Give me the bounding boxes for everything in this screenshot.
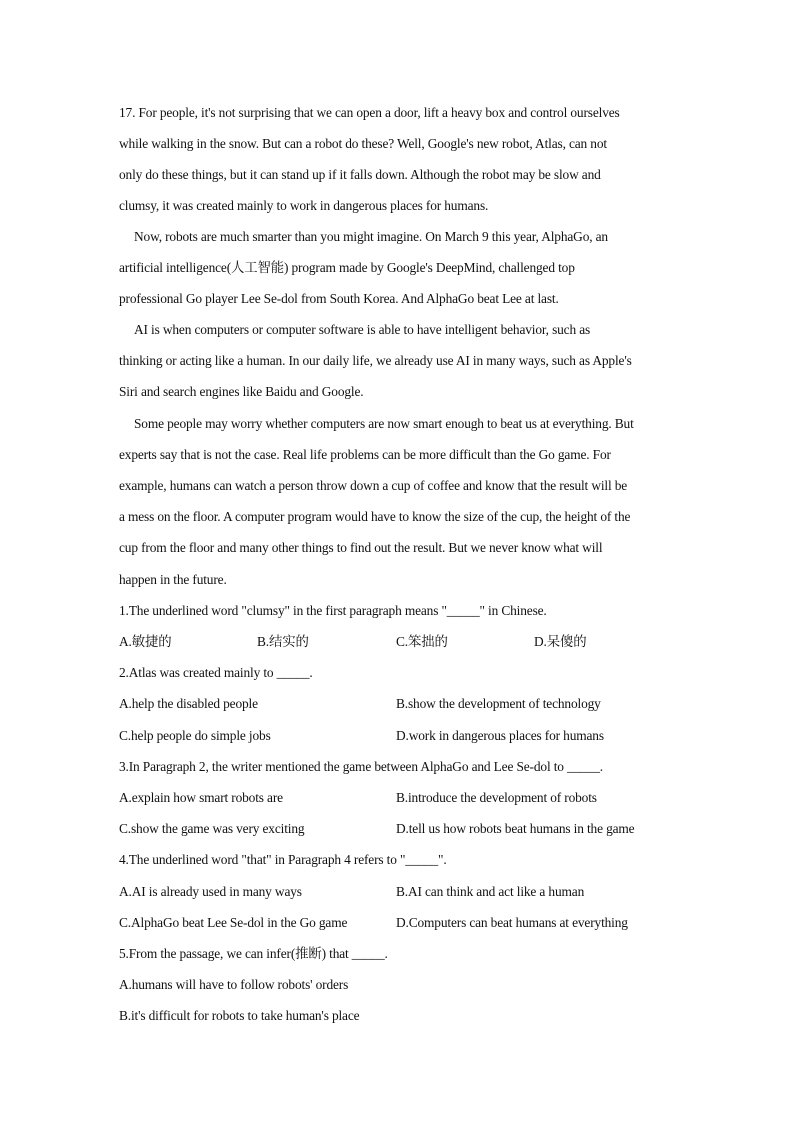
passage-line: thinking or acting like a human. In our daily life, we already use AI in many ways, such as Apple's bbox=[119, 353, 632, 368]
passage-line: happen in the future. bbox=[119, 572, 227, 587]
question-stem-2: 2.Atlas was created mainly to _____. bbox=[119, 665, 313, 680]
passage-line: AI is when computers or computer software is able to have intelligent behavior, such as bbox=[134, 322, 591, 337]
passage-line: artificial intelligence(人工智能) program made by Google's DeepMind, challenged top bbox=[119, 260, 575, 275]
passage-line: professional Go player Lee Se-dol from South Korea. And AlphaGo beat Lee at last. bbox=[119, 291, 559, 306]
q3-option-c: C.show the game was very exciting bbox=[119, 821, 305, 836]
q3-option-d: D.tell us how robots beat humans in the game bbox=[396, 821, 635, 836]
q2-option-c: C.help people do simple jobs bbox=[119, 728, 271, 743]
question-stem-3: 3.In Paragraph 2, the writer mentioned the game between AlphaGo and Lee Se-dol to _____. bbox=[119, 759, 603, 774]
passage-line: example, humans can watch a person throw down a cup of coffee and know that the result will be bbox=[119, 478, 628, 493]
question-stem-5: 5.From the passage, we can infer(推断) that _____. bbox=[119, 946, 388, 961]
q2-option-d: D.work in dangerous places for humans bbox=[396, 728, 604, 743]
passage-line: Some people may worry whether computers are now smart enough to beat us at everything. But bbox=[134, 416, 634, 431]
passage-line: Now, robots are much smarter than you might imagine. On March 9 this year, AlphaGo, an bbox=[134, 229, 608, 244]
q1-option-a: A.敏捷的 bbox=[119, 634, 172, 649]
q2-option-a: A.help the disabled people bbox=[119, 696, 258, 711]
q3-option-b: B.introduce the development of robots bbox=[396, 790, 597, 805]
q1-option-d: D.呆傻的 bbox=[534, 634, 587, 649]
q1-option-c: C.笨拙的 bbox=[396, 634, 448, 649]
q1-option-b: B.结实的 bbox=[257, 634, 309, 649]
passage-line: while walking in the snow. But can a robot do these? Well, Google's new robot, Atlas, can not bbox=[119, 136, 607, 151]
passage-line: 17. For people, it's not surprising that we can open a door, lift a heavy box and control ourselves bbox=[119, 105, 620, 120]
passage-line: clumsy, it was created mainly to work in dangerous places for humans. bbox=[119, 198, 489, 213]
passage-line: only do these things, but it can stand up if it falls down. Although the robot may be slow and bbox=[119, 167, 601, 182]
q3-option-a: A.explain how smart robots are bbox=[119, 790, 283, 805]
q5-option-a: A.humans will have to follow robots' orders bbox=[119, 977, 349, 992]
question-stem-4: 4.The underlined word "that" in Paragraph 4 refers to "_____". bbox=[119, 852, 447, 867]
q5-option-b: B.it's difficult for robots to take human's place bbox=[119, 1008, 360, 1023]
passage-line: Siri and search engines like Baidu and Google. bbox=[119, 384, 364, 399]
q4-option-d: D.Computers can beat humans at everything bbox=[396, 915, 628, 930]
passage-line: experts say that is not the case. Real life problems can be more difficult than the Go game. For bbox=[119, 447, 611, 462]
q4-option-b: B.AI can think and act like a human bbox=[396, 884, 585, 899]
passage-line: a mess on the floor. A computer program would have to know the size of the cup, the height of the bbox=[119, 509, 631, 524]
passage-line: cup from the floor and many other things to find out the result. But we never know what will bbox=[119, 540, 603, 555]
q4-option-a: A.AI is already used in many ways bbox=[119, 884, 302, 899]
question-stem-1: 1.The underlined word "clumsy" in the first paragraph means "_____" in Chinese. bbox=[119, 603, 547, 618]
q4-option-c: C.AlphaGo beat Lee Se-dol in the Go game bbox=[119, 915, 348, 930]
q2-option-b: B.show the development of technology bbox=[396, 696, 601, 711]
